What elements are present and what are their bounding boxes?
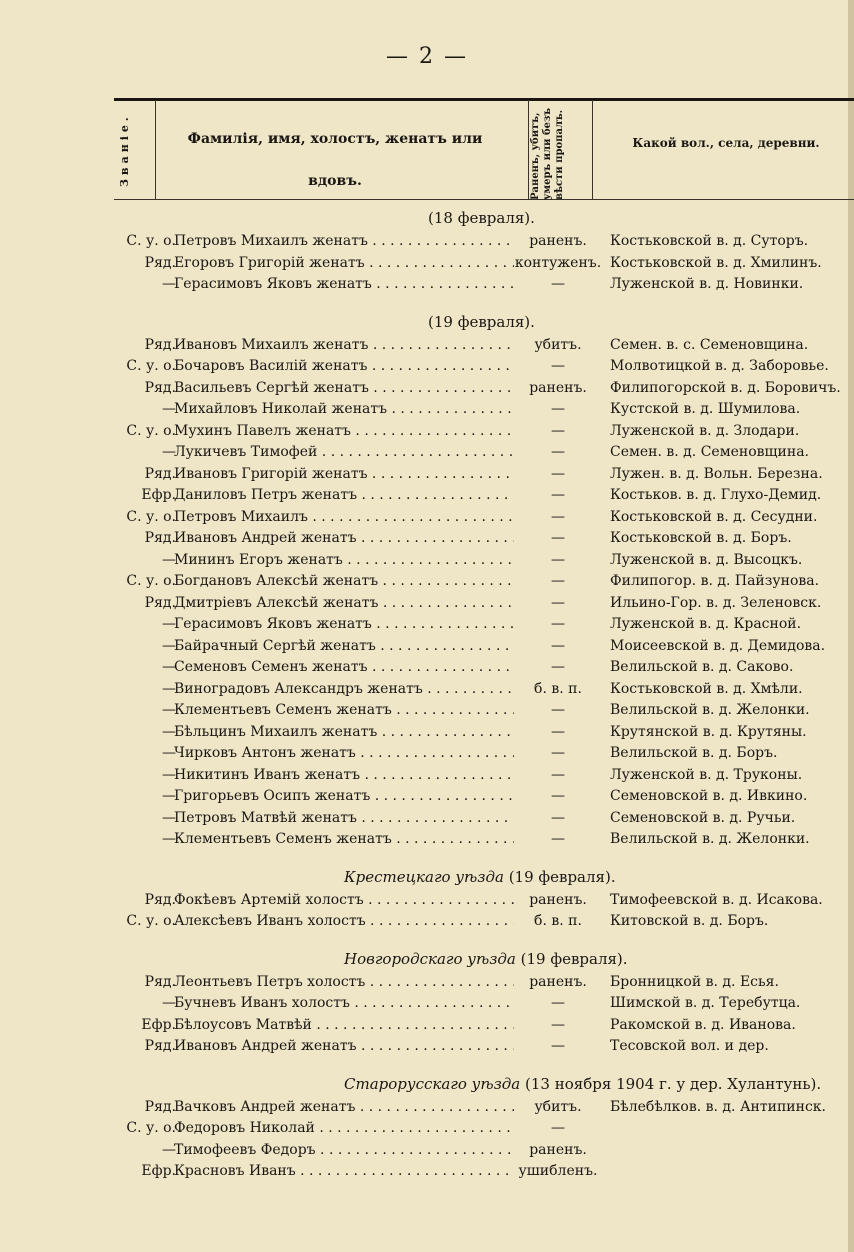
- status-cell: раненъ.: [529, 1141, 587, 1158]
- rank-cell: Ряд.: [144, 594, 176, 611]
- list-row: [0, 507, 854, 529]
- rank-cell: —: [162, 723, 176, 740]
- rank-cell: С. у. о.: [126, 913, 176, 929]
- rank-cell: —: [162, 637, 176, 654]
- rank-cell: С. у. о.: [126, 422, 176, 439]
- name-cell: Егоровъ Григорій женатъ . . .: [174, 253, 514, 275]
- name-cell: Семеновъ Семенъ женатъ . . .: [174, 657, 514, 679]
- name-cell: Петровъ Михаилъ женатъ . . .: [174, 231, 514, 253]
- place-cell: Луженской в. д. Труконы.: [610, 766, 803, 783]
- rank-cell: Ряд.: [144, 973, 176, 990]
- place-cell: Костьков. в. д. Глухо-Демид.: [610, 487, 822, 503]
- name-cell: Байрачный Сергѣй женатъ . . .: [174, 636, 514, 658]
- status-cell: —: [551, 809, 565, 826]
- name-cell: Ивановъ Григорій женатъ . . .: [174, 464, 514, 486]
- place-cell: Семеновской в. д. Ручьи.: [610, 809, 796, 826]
- page-number: — 2 —: [386, 44, 468, 69]
- rank-cell: —: [162, 995, 176, 1011]
- place-cell: Велильской в. д. Боръ.: [610, 745, 778, 761]
- status-cell: раненъ.: [529, 379, 587, 396]
- status-cell: —: [551, 637, 565, 654]
- status-cell: б. в. п.: [534, 680, 582, 697]
- list-row: [0, 274, 854, 296]
- place-cell: Лужен. в. д. Вольн. Березна.: [610, 465, 823, 482]
- list-row: [0, 636, 854, 658]
- name-cell: Бочаровъ Василій женатъ . . .: [174, 356, 514, 378]
- status-cell: —: [551, 444, 565, 460]
- status-cell: —: [551, 594, 565, 611]
- rank-cell: Ряд.: [144, 1098, 176, 1115]
- rank-cell: Ефр.: [141, 1163, 176, 1179]
- rank-cell: Ряд.: [144, 254, 176, 271]
- section-gap: [0, 851, 854, 864]
- name-cell: Клементьевъ Семенъ женатъ . . .: [174, 829, 514, 851]
- section-heading: [0, 946, 854, 972]
- section-heading: [0, 309, 854, 335]
- status-cell: —: [551, 995, 565, 1011]
- status-cell: убитъ.: [534, 1098, 582, 1115]
- name-cell: Чирковъ Антонъ женатъ . . .: [174, 743, 514, 765]
- rank-cell: Ефр.: [141, 487, 176, 503]
- rank-cell: Ряд.: [144, 1038, 176, 1054]
- place-cell: Костьковской в. д. Суторъ.: [610, 233, 809, 249]
- list-row: [0, 1097, 854, 1119]
- place-cell: Шимской в. д. Теребутца.: [610, 995, 801, 1011]
- list-row: [0, 614, 854, 636]
- name-cell: Мухинъ Павелъ женатъ . . .: [174, 421, 514, 443]
- status-cell: —: [551, 831, 565, 847]
- status-cell: убитъ.: [534, 336, 582, 353]
- status-cell: —: [551, 788, 565, 804]
- list-row: [0, 442, 854, 464]
- rank-cell: —: [162, 551, 176, 568]
- list-row: [0, 1140, 854, 1162]
- status-cell: —: [551, 401, 565, 417]
- section-date: (19 февраля).: [520, 949, 628, 968]
- list-row: [0, 829, 854, 851]
- section-district: Старорусскаго уѣзда: [344, 1074, 521, 1093]
- list-row: [0, 972, 854, 994]
- list-row: [0, 808, 854, 830]
- name-cell: Виноградовъ Александръ женатъ . . .: [174, 679, 514, 701]
- place-cell: Велильской в. д. Желонки.: [610, 831, 810, 847]
- place-cell: Костьковской в. д. Сесудни.: [610, 508, 818, 525]
- status-cell: —: [551, 702, 565, 718]
- place-cell: Ильино-Гор. в. д. Зеленовск.: [610, 594, 822, 611]
- list-row: [0, 657, 854, 679]
- column-header-name-line2: вдовъ.: [308, 173, 362, 189]
- column-header-name-line1: Фамилія, имя, холостъ, женатъ или: [187, 131, 483, 147]
- section-district: Новгородскаго уѣзда: [344, 949, 516, 968]
- section-heading: [0, 1071, 854, 1097]
- rank-cell: —: [162, 745, 176, 761]
- list-row: [0, 485, 854, 507]
- place-cell: Семен. в. д. Семеновщина.: [610, 444, 809, 460]
- section-gap: [0, 933, 854, 946]
- place-cell: Семен. в. с. Семеновщина.: [610, 336, 809, 353]
- name-cell: Ивановъ Андрей женатъ . . .: [174, 528, 514, 550]
- section-heading: [0, 864, 854, 890]
- column-header-rank: Званіе.: [118, 113, 131, 187]
- rank-cell: Ряд.: [144, 530, 176, 546]
- rank-cell: С. у. о.: [126, 358, 176, 374]
- column-divider: [592, 100, 593, 200]
- list-row: [0, 571, 854, 593]
- name-cell: Лукичевъ Тимофей . . .: [174, 442, 514, 464]
- status-cell: —: [551, 1038, 565, 1054]
- place-cell: Молвотицкой в. д. Заборовье.: [610, 358, 829, 374]
- list-row: [0, 700, 854, 722]
- status-cell: —: [551, 1120, 565, 1136]
- status-cell: раненъ.: [529, 973, 587, 990]
- place-cell: Костьковской в. д. Хмѣли.: [610, 680, 803, 697]
- place-cell: Костьковской в. д. Боръ.: [610, 530, 792, 546]
- place-cell: Костьковской в. д. Хмилинъ.: [610, 254, 822, 271]
- list-row: [0, 593, 854, 615]
- list-row: [0, 911, 854, 933]
- place-cell: Тесовской вол. и дер.: [610, 1038, 769, 1054]
- status-cell: —: [551, 766, 565, 783]
- rank-cell: Ефр.: [141, 1016, 176, 1033]
- rank-cell: Ряд.: [144, 336, 176, 353]
- list-row: [0, 786, 854, 808]
- name-cell: Красновъ Иванъ . . .: [174, 1161, 514, 1183]
- name-cell: Бучневъ Иванъ холостъ . . .: [174, 993, 514, 1015]
- list-row: [0, 1015, 854, 1037]
- list-row: [0, 1118, 854, 1140]
- list-row: [0, 890, 854, 912]
- rank-cell: —: [162, 276, 176, 292]
- rank-cell: —: [162, 659, 176, 675]
- status-cell: —: [551, 530, 565, 546]
- status-cell: —: [551, 659, 565, 675]
- status-cell: —: [551, 487, 565, 503]
- section-gap: [0, 296, 854, 309]
- list-row: [0, 743, 854, 765]
- rank-cell: —: [162, 831, 176, 847]
- rank-cell: С. у. о.: [126, 573, 176, 589]
- name-cell: Даниловъ Петръ женатъ . . .: [174, 485, 514, 507]
- list-row: [0, 550, 854, 572]
- place-cell: Филипогор. в. д. Пайзунова.: [610, 573, 820, 589]
- section-district: Крестецкаго уѣзда: [344, 867, 504, 886]
- rank-cell: С. у. о.: [126, 508, 176, 525]
- name-cell: Фокѣевъ Артемій холостъ . . .: [174, 890, 514, 912]
- rank-cell: Ряд.: [144, 891, 176, 908]
- rank-cell: —: [162, 680, 176, 697]
- list-row: [0, 464, 854, 486]
- rank-cell: —: [162, 702, 176, 718]
- section-date: (19 февраля).: [428, 312, 535, 331]
- name-cell: Богдановъ Алексѣй женатъ . . .: [174, 571, 514, 593]
- rank-cell: Ряд.: [144, 465, 176, 482]
- column-divider: [528, 100, 529, 200]
- rank-cell: —: [162, 809, 176, 826]
- name-cell: Дмитріевъ Алексѣй женатъ . . .: [174, 593, 514, 615]
- status-cell: —: [551, 745, 565, 761]
- place-cell: Кустской в. д. Шумилова.: [610, 401, 801, 417]
- place-cell: Семеновской в. д. Ивкино.: [610, 788, 808, 804]
- name-cell: Герасимовъ Яковъ женатъ . . .: [174, 274, 514, 296]
- column-divider: [155, 100, 156, 200]
- list-row: [0, 679, 854, 701]
- name-cell: Бѣльцинъ Михаилъ женатъ . . .: [174, 722, 514, 744]
- rank-cell: —: [162, 788, 176, 804]
- name-cell: Ивановъ Михаилъ женатъ . . .: [174, 335, 514, 357]
- casualty-list: [0, 205, 854, 1183]
- rank-cell: —: [162, 766, 176, 783]
- name-cell: Клементьевъ Семенъ женатъ . . .: [174, 700, 514, 722]
- status-cell: раненъ.: [529, 233, 587, 249]
- status-cell: —: [551, 551, 565, 568]
- place-cell: Моисеевской в. д. Демидова.: [610, 637, 826, 654]
- list-row: [0, 356, 854, 378]
- rank-cell: —: [162, 1141, 176, 1158]
- section-date: (13 ноября 1904 г. у дер. Хулантунь).: [525, 1074, 822, 1093]
- rank-cell: С. у. о.: [126, 233, 176, 249]
- column-header-status: Раненъ, убитъ, умеръ или безъ вѣсти пропалъ.: [530, 107, 565, 200]
- name-cell: Григорьевъ Осипъ женатъ . . .: [174, 786, 514, 808]
- place-cell: Филипогорской в. д. Боровичъ.: [610, 379, 841, 396]
- place-cell: Луженской в. д. Высоцкъ.: [610, 551, 803, 568]
- status-cell: —: [551, 465, 565, 482]
- list-row: [0, 253, 854, 275]
- list-row: [0, 765, 854, 787]
- name-cell: Бѣлоусовъ Матвѣй . . .: [174, 1015, 514, 1037]
- place-cell: Ракомской в. д. Иванова.: [610, 1016, 796, 1033]
- rank-cell: —: [162, 401, 176, 417]
- status-cell: ушибленъ.: [518, 1163, 598, 1179]
- name-cell: Алексѣевъ Иванъ холостъ . . .: [174, 911, 514, 933]
- list-row: [0, 231, 854, 253]
- status-cell: —: [551, 422, 565, 439]
- place-cell: Велильской в. д. Саково.: [610, 659, 794, 675]
- list-row: [0, 993, 854, 1015]
- list-row: [0, 1036, 854, 1058]
- status-cell: —: [551, 573, 565, 589]
- status-cell: —: [551, 508, 565, 525]
- name-cell: Вачковъ Андрей женатъ . . .: [174, 1097, 514, 1119]
- place-cell: Луженской в. д. Новинки.: [610, 276, 804, 292]
- list-row: [0, 1161, 854, 1183]
- name-cell: Петровъ Матвѣй женатъ . . .: [174, 808, 514, 830]
- place-cell: Луженской в. д. Красной.: [610, 616, 802, 632]
- status-cell: б. в. п.: [534, 913, 582, 929]
- status-cell: —: [551, 723, 565, 740]
- status-cell: —: [551, 358, 565, 374]
- header-top-rule: [114, 98, 854, 101]
- status-cell: —: [551, 276, 565, 292]
- section-date: (19 февраля).: [508, 867, 616, 886]
- rank-cell: С. у. о.: [126, 1120, 176, 1136]
- place-cell: Велильской в. д. Желонки.: [610, 702, 810, 718]
- place-cell: Бѣлебѣлков. в. д. Антипинск.: [610, 1098, 826, 1115]
- place-cell: Тимофеевской в. д. Исакова.: [610, 891, 823, 908]
- name-cell: Васильевъ Сергѣй женатъ . . .: [174, 378, 514, 400]
- list-row: [0, 421, 854, 443]
- name-cell: Тимофеевъ Федоръ . . .: [174, 1140, 514, 1162]
- section-heading: [0, 205, 854, 231]
- name-cell: Леонтьевъ Петръ холостъ . . .: [174, 972, 514, 994]
- rank-cell: —: [162, 444, 176, 460]
- list-row: [0, 335, 854, 357]
- status-cell: —: [551, 1016, 565, 1033]
- place-cell: Китовской в. д. Боръ.: [610, 913, 769, 929]
- status-cell: —: [551, 616, 565, 632]
- list-row: [0, 378, 854, 400]
- place-cell: Крутянской в. д. Крутяны.: [610, 723, 807, 740]
- column-header-place: Какой вол., села, деревни.: [632, 136, 820, 150]
- name-cell: Михайловъ Николай женатъ . . .: [174, 399, 514, 421]
- name-cell: Петровъ Михаилъ . . .: [174, 507, 514, 529]
- name-cell: Никитинъ Иванъ женатъ . . .: [174, 765, 514, 787]
- place-cell: Луженской в. д. Злодари.: [610, 422, 800, 439]
- name-cell: Федоровъ Николай . . .: [174, 1118, 514, 1140]
- name-cell: Ивановъ Андрей женатъ . . .: [174, 1036, 514, 1058]
- status-cell: контуженъ.: [514, 254, 602, 271]
- list-row: [0, 399, 854, 421]
- place-cell: Бронницкой в. д. Есья.: [610, 973, 779, 990]
- status-cell: раненъ.: [529, 891, 587, 908]
- rank-cell: —: [162, 616, 176, 632]
- section-date: (18 февраля).: [428, 209, 535, 227]
- list-row: [0, 722, 854, 744]
- name-cell: Герасимовъ Яковъ женатъ . . .: [174, 614, 514, 636]
- list-row: [0, 528, 854, 550]
- column-header-name: [160, 118, 510, 202]
- section-gap: [0, 1058, 854, 1071]
- rank-cell: Ряд.: [144, 379, 176, 396]
- name-cell: Мининъ Егоръ женатъ . . .: [174, 550, 514, 572]
